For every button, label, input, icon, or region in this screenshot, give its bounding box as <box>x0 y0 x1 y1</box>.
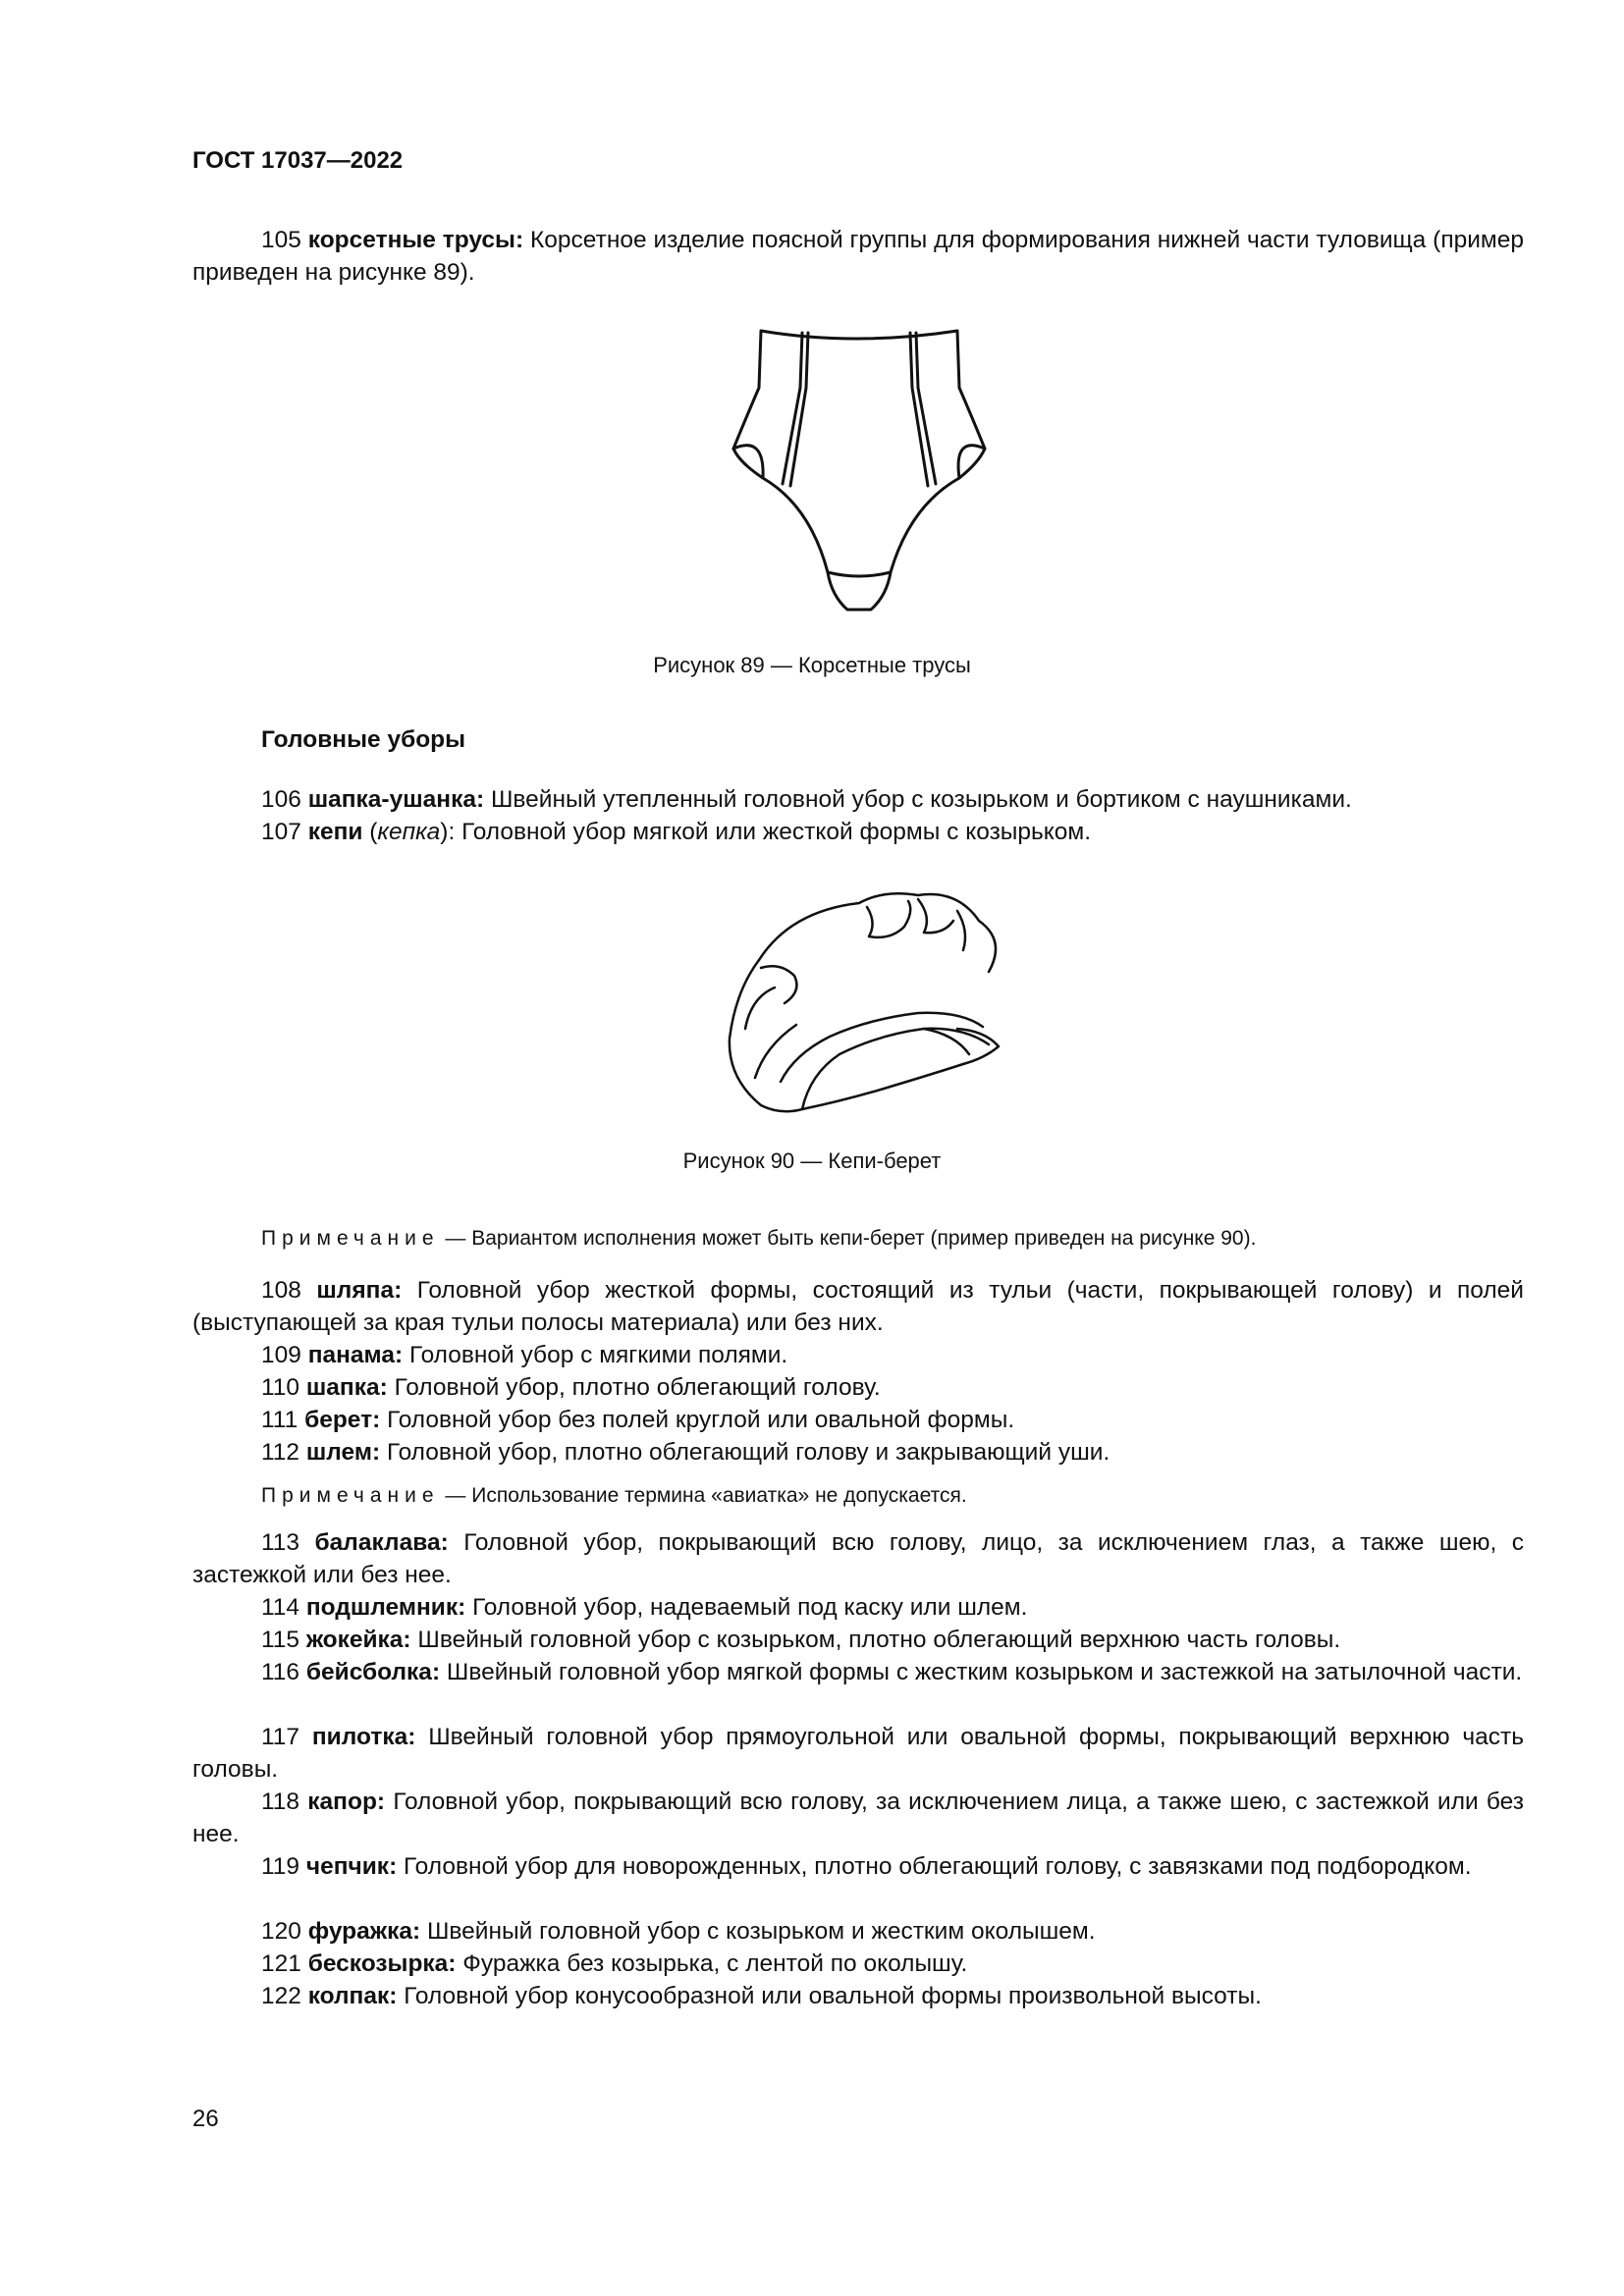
section-heading: Головные уборы <box>261 726 466 753</box>
term-106: 106 шапка-ушанка: Швейный утепленный головной убор с козырьком и бортиком с наушниками. <box>261 786 1352 813</box>
term-label: жокейка: <box>305 1627 411 1653</box>
term-label: шапка: <box>305 1374 388 1401</box>
term-107: 107 кепи (кепка): Головной убор мягкой или жесткой формы с козырьком. <box>261 819 1092 845</box>
term-label: берет: <box>304 1407 381 1433</box>
term-119: 119 чепчик: Головной убор для новорожденных, плотно облегающий голову, с завязками под подбородком. <box>261 1853 1472 1880</box>
term-110: 110 шапка: Головной убор, плотно облегающий голову. <box>261 1374 881 1401</box>
standard-header: ГОСТ 17037—2022 <box>192 147 404 174</box>
term-114: 114 подшлемник: Головной убор, надеваемый под каску или шлем. <box>261 1594 1028 1621</box>
term-109: 109 панама: Головной убор с мягкими полями. <box>261 1342 788 1368</box>
figure-89-caption: Рисунок 89 — Корсетные трусы <box>653 653 971 677</box>
term-label: капор: <box>307 1789 386 1815</box>
term-120: 120 фуражка: Швейный головной убор с козырьком и жестким околышем. <box>261 1918 1096 1945</box>
page-number: 26 <box>192 2106 219 2132</box>
term-118: 118 капор: Головной убор, покрывающий всю голову, за исключением лица, а также шею, с застежкой или без нее. <box>192 1789 1525 1847</box>
term-112: 112 шлем: Головной убор, плотно облегающий голову и закрывающий уши. <box>261 1439 1110 1466</box>
term-113: 113 балаклава: Головной убор, покрывающий всю голову, лицо, за исключением глаз, а также шею, с застежкой или без нее. <box>192 1529 1525 1588</box>
term-115: 115 жокейка: Швейный головной убор с козырьком, плотно облегающий верхнюю часть головы. <box>261 1627 1341 1653</box>
term-label: шапка-ушанка: <box>307 786 485 813</box>
term-122: 122 колпак: Головной убор конусообразной или овальной формы произвольной высоты. <box>261 1983 1262 2009</box>
term-label: кепи <box>307 819 363 845</box>
term-label: шляпа: <box>316 1277 403 1304</box>
term-label: шлем: <box>305 1439 381 1466</box>
term-label: фуражка: <box>307 1918 421 1945</box>
term-121: 121 бескозырка: Фуражка без козырька, с лентой по околышу. <box>261 1950 968 1977</box>
term-116: 116 бейсболка: Швейный головной убор мягкой формы с жестким козырьком и застежкой на затылочной части. <box>261 1659 1523 1685</box>
term-label: подшлемник: <box>305 1594 466 1621</box>
note-1: Примечание — Вариантом исполнения может быть кепи-берет (пример приведен на рисунке 90). <box>261 1227 1257 1250</box>
term-label: чепчик: <box>305 1853 398 1880</box>
term-label: панама: <box>307 1342 404 1368</box>
term-label: балаклава: <box>314 1529 449 1556</box>
term-label: пилотка: <box>311 1724 416 1750</box>
term-111: 111 берет: Головной убор без полей круглой или овальной формы. <box>261 1407 1015 1433</box>
term-label: колпак: <box>307 1983 398 2009</box>
term-label: бескозырка: <box>307 1950 457 1977</box>
cap-beret-drawing <box>722 881 1036 1117</box>
term-label: бейсболка: <box>305 1659 441 1685</box>
note-label: Примечание <box>261 1227 440 1250</box>
term-117: 117 пилотка: Швейный головной убор прямоугольной или овальной формы, покрывающий верхнюю часть головы. <box>192 1724 1525 1783</box>
term-108: 108 шляпа: Головной убор жесткой формы, состоящий из тульи (части, покрывающей голову) и полей (выступающей за края тульи полосы материала) или без них. <box>192 1277 1524 1336</box>
note-2: Примечание — Использование термина «авиатка» не допускается. <box>261 1484 967 1507</box>
note-label: Примечание <box>261 1484 440 1507</box>
corset-briefs-drawing <box>722 319 997 614</box>
term-label: корсетные трусы: <box>307 227 524 253</box>
figure-90-caption: Рисунок 90 — Кепи-берет <box>682 1148 942 1173</box>
term-105: 105 корсетные трусы: Корсетное изделие поясной группы для формирования нижней части туловища (пример приведен на рисунке 89). <box>192 227 1524 286</box>
